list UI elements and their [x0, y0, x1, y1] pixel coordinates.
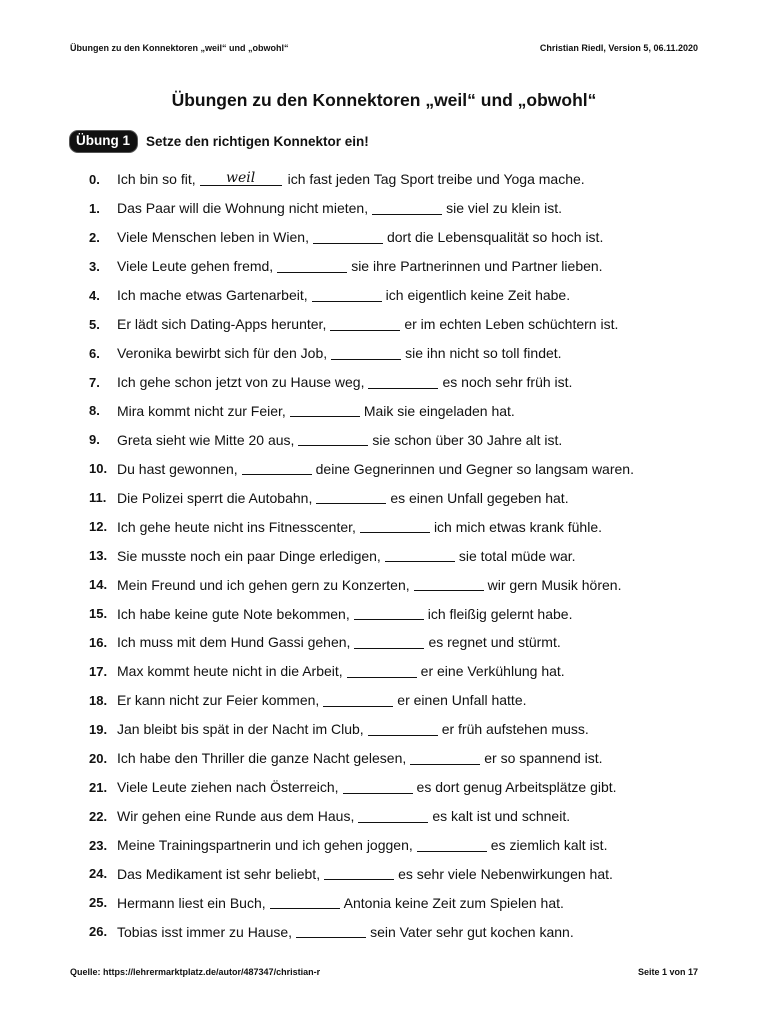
- item-text-before: Wir gehen eine Runde aus dem Haus,: [117, 808, 355, 825]
- item-number: 24.: [89, 866, 108, 882]
- item-text-before: Meine Trainingspartnerin und ich gehen joggen,: [117, 837, 413, 854]
- exercise-item: [89, 223, 709, 252]
- item-text-before: Du hast gewonnen,: [117, 460, 238, 477]
- item-text-before: Greta sieht wie Mitte 20 aus,: [117, 431, 295, 448]
- exercise-item: [89, 715, 709, 744]
- item-text-after: ich eigentlich keine Zeit habe.: [385, 287, 571, 304]
- header-right-text: Christian Riedl, Version 5, 06.11.2020: [539, 43, 698, 53]
- item-text-before: Er kann nicht zur Feier kommen,: [117, 692, 320, 709]
- item-number: 5.: [89, 316, 100, 332]
- item-text-after: deine Gegnerinnen und Gegner so langsam waren.: [315, 460, 634, 477]
- answer-blank[interactable]: [296, 923, 366, 938]
- item-text-before: Viele Menschen leben in Wien,: [117, 229, 309, 246]
- item-number: 23.: [89, 837, 108, 853]
- answer-blank[interactable]: [354, 634, 424, 649]
- answer-blank[interactable]: [417, 837, 487, 852]
- item-text-before: Ich habe keine gute Note bekommen,: [117, 605, 350, 622]
- exercise-item: [89, 831, 709, 860]
- item-number: 13.: [89, 548, 108, 564]
- item-text-before: Jan bleibt bis spät in der Nacht im Club,: [117, 721, 364, 738]
- item-text-after: es ziemlich kalt ist.: [490, 837, 608, 854]
- answer-blank[interactable]: [343, 779, 413, 794]
- item-text-after: es regnet und stürmt.: [428, 634, 561, 651]
- item-number: 2.: [89, 229, 100, 245]
- item-text-after: Maik sie eingeladen hat.: [363, 402, 515, 419]
- exercise-item: [89, 657, 709, 686]
- item-number: 8.: [89, 403, 100, 419]
- item-text-after: sie ihn nicht so toll findet.: [405, 345, 562, 362]
- item-number: 19.: [89, 721, 108, 737]
- item-text-after: Antonia keine Zeit zum Spielen hat.: [343, 894, 564, 911]
- item-text-after: sie ihre Partnerinnen und Partner lieben.: [351, 258, 603, 275]
- item-number: 7.: [89, 374, 100, 390]
- item-text-after: er eine Verkühlung hat.: [420, 663, 565, 680]
- answer-blank[interactable]: [324, 865, 394, 880]
- exercise-item: [89, 599, 709, 628]
- item-text-after: wir gern Musik hören.: [487, 576, 622, 593]
- item-text-before: Tobias isst immer zu Hause,: [117, 923, 293, 940]
- item-text-before: Das Medikament ist sehr beliebt,: [117, 865, 321, 882]
- exercise-item: [89, 281, 709, 310]
- exercise-item: [89, 541, 709, 570]
- item-number: 25.: [89, 895, 108, 911]
- answer-blank[interactable]: [331, 345, 401, 360]
- answer-blank[interactable]: [323, 692, 393, 707]
- exercise-item: [89, 454, 709, 483]
- exercise-item: [89, 165, 709, 194]
- answer-blank[interactable]: [360, 518, 430, 533]
- answer-blank[interactable]: [313, 229, 383, 244]
- footer-source: Quelle: https://lehrermarktplatz.de/autor/487347/christian-r: [70, 967, 321, 977]
- page-header: [70, 43, 698, 57]
- item-text-before: Viele Leute ziehen nach Österreich,: [117, 779, 339, 796]
- item-number: 21.: [89, 779, 108, 795]
- exercise-item: [89, 252, 709, 281]
- item-number: 26.: [89, 924, 108, 940]
- item-text-before: Ich gehe schon jetzt von zu Hause weg,: [117, 374, 365, 391]
- exercise-item: [89, 686, 709, 715]
- item-number: 0.: [89, 171, 100, 187]
- item-text-before: Sie musste noch ein paar Dinge erledigen,: [117, 547, 381, 564]
- item-number: 15.: [89, 606, 108, 622]
- answer-blank[interactable]: [200, 171, 282, 186]
- answer-blank[interactable]: [414, 576, 484, 591]
- item-text-before: Das Paar will die Wohnung nicht mieten,: [117, 200, 369, 217]
- item-number: 10.: [89, 461, 108, 477]
- answer-blank[interactable]: [385, 547, 455, 562]
- exercise-badge: Übung 1: [70, 131, 137, 152]
- item-text-before: Hermann liest ein Buch,: [117, 894, 266, 911]
- item-number: 17.: [89, 663, 108, 679]
- exercise-item: [89, 483, 709, 512]
- answer-blank[interactable]: [330, 316, 400, 331]
- answer-blank[interactable]: [312, 287, 382, 302]
- exercise-item: [89, 425, 709, 454]
- item-text-before: Ich mache etwas Gartenarbeit,: [117, 287, 308, 304]
- item-text-before: Er lädt sich Dating-Apps herunter,: [117, 316, 327, 333]
- answer-blank[interactable]: [242, 460, 312, 475]
- item-number: 9.: [89, 432, 100, 448]
- answer-blank[interactable]: [347, 663, 417, 678]
- exercise-item: [89, 368, 709, 397]
- answer-blank[interactable]: [270, 894, 340, 909]
- item-text-after: es dort genug Arbeitsplätze gibt.: [416, 779, 617, 796]
- item-text-before: Viele Leute gehen fremd,: [117, 258, 274, 275]
- exercise-item: [89, 860, 709, 889]
- item-text-after: er einen Unfall hatte.: [397, 692, 527, 709]
- item-number: 3.: [89, 258, 100, 274]
- item-number: 22.: [89, 808, 108, 824]
- exercise-item: [89, 744, 709, 773]
- item-number: 18.: [89, 692, 108, 708]
- item-text-before: Ich habe den Thriller die ganze Nacht gelesen,: [117, 750, 407, 767]
- exercise-item: [89, 194, 709, 223]
- exercise-item: [89, 628, 709, 657]
- example-answer: weil: [225, 169, 256, 186]
- footer-page-number: Seite 1 von 17: [637, 967, 698, 977]
- page-footer: [70, 967, 698, 981]
- item-text-before: Mira kommt nicht zur Feier,: [117, 402, 286, 419]
- exercise-instruction: Setze den richtigen Konnektor ein!: [146, 133, 369, 149]
- item-text-before: Ich gehe heute nicht ins Fitnesscenter,: [117, 518, 356, 535]
- item-text-before: Max kommt heute nicht in die Arbeit,: [117, 663, 343, 680]
- item-text-after: es einen Unfall gegeben hat.: [390, 489, 569, 506]
- exercise-heading: [70, 130, 369, 152]
- exercise-item: [89, 917, 709, 946]
- item-text-before: Ich muss mit dem Hund Gassi gehen,: [117, 634, 351, 651]
- item-text-after: ich fast jeden Tag Sport treibe und Yoga mache.: [287, 171, 585, 188]
- item-number: 4.: [89, 287, 100, 303]
- item-text-before: Ich bin so fit,: [117, 171, 196, 188]
- answer-blank[interactable]: [298, 431, 368, 446]
- item-text-after: es sehr viele Nebenwirkungen hat.: [398, 865, 613, 882]
- item-text-after: er im echten Leben schüchtern ist.: [404, 316, 619, 333]
- item-number: 14.: [89, 577, 108, 593]
- page-title: Übungen zu den Konnektoren „weil“ und „obwohl“: [171, 90, 597, 110]
- exercise-item: [89, 888, 709, 917]
- item-number: 11.: [89, 490, 107, 506]
- item-number: 1.: [89, 200, 100, 216]
- item-text-after: ich fleißig gelernt habe.: [427, 605, 573, 622]
- exercise-item: [89, 310, 709, 339]
- exercise-item: [89, 802, 709, 831]
- answer-blank[interactable]: [368, 721, 438, 736]
- item-text-after: sie schon über 30 Jahre alt ist.: [372, 431, 563, 448]
- item-text-after: sein Vater sehr gut kochen kann.: [370, 923, 574, 940]
- item-text-before: Die Polizei sperrt die Autobahn,: [117, 489, 313, 506]
- answer-blank[interactable]: [277, 258, 347, 273]
- exercise-item: [89, 570, 709, 599]
- item-number: 12.: [89, 519, 108, 535]
- exercise-item: [89, 397, 709, 426]
- exercise-item: [89, 339, 709, 368]
- exercise-list: [89, 165, 709, 946]
- answer-blank[interactable]: [410, 750, 480, 765]
- answer-blank[interactable]: [368, 374, 438, 389]
- exercise-item: [89, 512, 709, 541]
- item-number: 16.: [89, 634, 108, 650]
- answer-blank[interactable]: [372, 200, 442, 215]
- exercise-item: [89, 773, 709, 802]
- header-left-text: Übungen zu den Konnektoren „weil“ und „obwohl“: [70, 43, 289, 53]
- answer-blank[interactable]: [290, 402, 360, 417]
- item-text-after: er früh aufstehen muss.: [441, 721, 589, 738]
- item-text-before: Mein Freund und ich gehen gern zu Konzerten,: [117, 576, 410, 593]
- item-text-after: dort die Lebensqualität so hoch ist.: [386, 229, 604, 246]
- item-text-after: sie viel zu klein ist.: [446, 200, 563, 217]
- answer-blank[interactable]: [358, 808, 428, 823]
- answer-blank[interactable]: [316, 489, 386, 504]
- item-text-after: es kalt ist und schneit.: [432, 808, 571, 825]
- item-text-after: sie total müde war.: [458, 547, 576, 564]
- item-text-before: Veronika bewirbt sich für den Job,: [117, 345, 328, 362]
- item-text-after: er so spannend ist.: [484, 750, 603, 767]
- item-number: 20.: [89, 750, 108, 766]
- item-number: 6.: [89, 345, 100, 361]
- answer-blank[interactable]: [354, 605, 424, 620]
- item-text-after: es noch sehr früh ist.: [442, 374, 573, 391]
- item-text-after: ich mich etwas krank fühle.: [433, 518, 603, 535]
